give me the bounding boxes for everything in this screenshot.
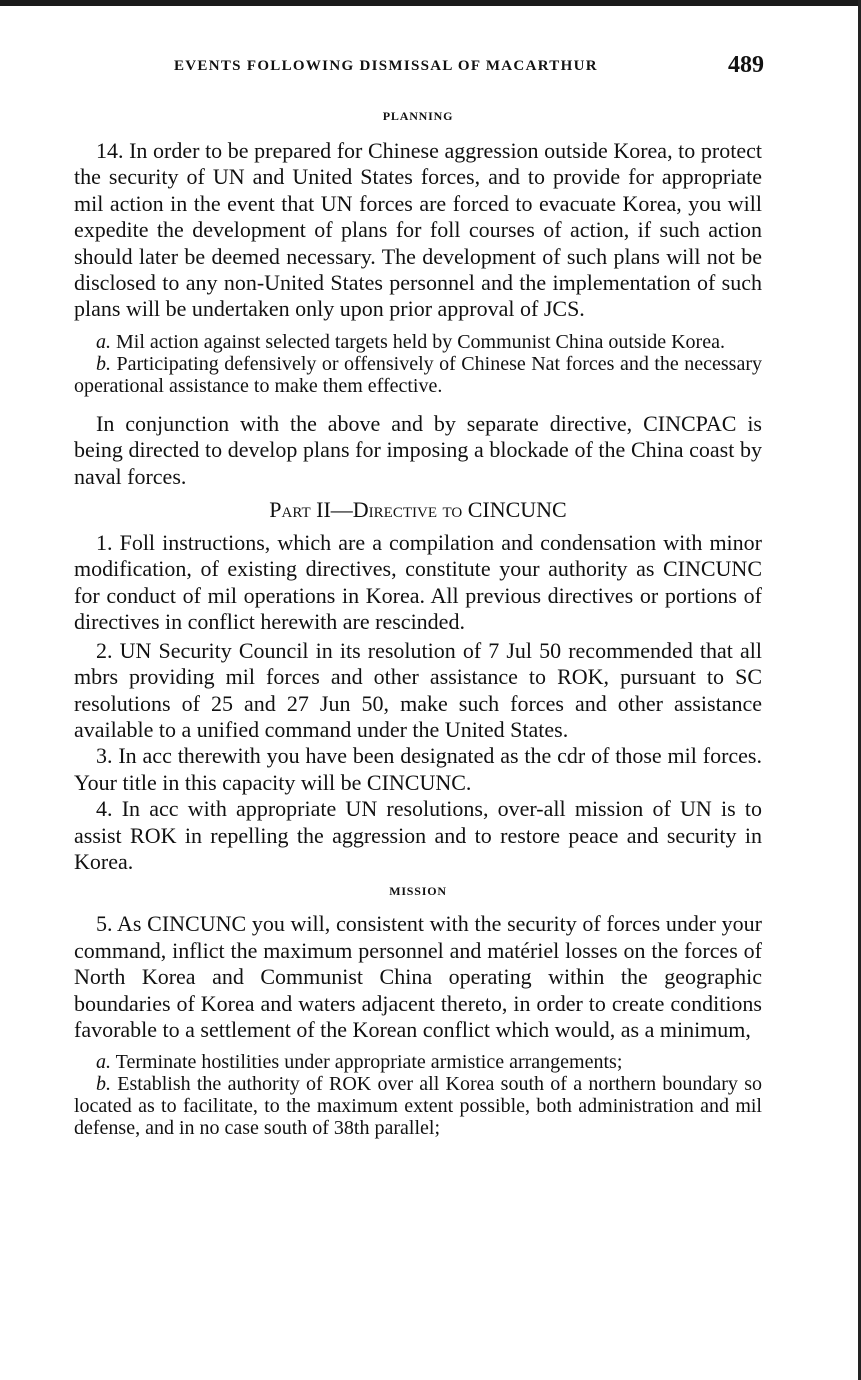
list-item-b xyxy=(74,353,762,397)
list-text-a: Mil action against selected targets held by Communist China outside Korea. xyxy=(111,330,725,353)
page-header xyxy=(174,52,764,82)
page-number: 489 xyxy=(728,52,764,78)
paragraph-1: 1. Foll instructions, which are a compilation and condensation with minor modification, of existing directives, constitute your authority as CINCUNC for conduct of mil operations in Korea. All previous directives or portions of directives in conflict herewith are rescinded. xyxy=(74,530,762,635)
mission-label-b: b. xyxy=(96,1073,111,1096)
mission-text-a: Terminate hostilities under appropriate armistice arrangements; xyxy=(111,1051,623,1074)
paragraph-2: 2. UN Security Council in its resolution of 7 Jul 50 recommended that all mbrs providing mil forces and other assistance to ROK, pursuant to SC resolutions of 25 and 27 Jun 50, make such forces and other assistance available to a unified command under the United States. xyxy=(74,637,762,742)
mission-text-b: Establish the authority of ROK over all Korea south of a northern boundary so located as to facilitate, to the maximum extent possible, both administration and mil defense, and in no case south of 38th parallel; xyxy=(74,1073,762,1140)
list-label-b: b. xyxy=(96,352,111,375)
paragraph-conjunction: In conjunction with the above and by separate directive, CINCPAC is being directed to develop plans for imposing a blockade of the China coast by naval forces. xyxy=(74,410,762,489)
top-border xyxy=(0,0,861,6)
paragraph-14: 14. In order to be prepared for Chinese aggression outside Korea, to protect the security of UN and United States forces, and to provide for appropriate mil action in the event that UN forces are forced to evacuate Korea, you will expedite the development of plans for foll courses of action, if such action should later be deemed necessary. The development of such plans will not be disclosed to any non-United States personnel and the implementation of such plans will be undertaken only upon prior approval of JCS. xyxy=(74,138,762,322)
part-heading: Part II—Directive to CINCUNC xyxy=(269,497,567,523)
paragraph-5: 5. As CINCUNC you will, consistent with the security of forces under your command, inflict the maximum personnel and matériel losses on the forces of North Korea and Communist China operating within the geographic boundaries of Korea and waters adjacent thereto, in order to create conditions favorable to a settlement of the Korean conflict which would, as a minimum, xyxy=(74,911,762,1042)
paragraph-3: 3. In acc therewith you have been designated as the cdr of those mil forces. Your title in this capacity will be CINCUNC. xyxy=(74,743,762,795)
section-heading-mission: MISSION xyxy=(389,884,447,899)
mission-item-a xyxy=(74,1051,762,1073)
mission-item-b xyxy=(74,1073,762,1139)
list-label-a: a. xyxy=(96,330,111,353)
page-body xyxy=(74,104,762,1139)
paragraph-4: 4. In acc with appropriate UN resolutions, over-all mission of UN is to assist ROK in repelling the aggression and to restore peace and security in Korea. xyxy=(74,796,762,874)
list-item-a xyxy=(74,331,762,353)
list-text-b: Participating defensively or offensively of Chinese Nat forces and the necessary operational assistance to make them effective. xyxy=(74,352,762,397)
section-heading-planning: PLANNING xyxy=(382,109,454,123)
mission-label-a: a. xyxy=(96,1051,111,1074)
running-head: EVENTS FOLLOWING DISMISSAL OF MACARTHUR xyxy=(174,58,598,74)
